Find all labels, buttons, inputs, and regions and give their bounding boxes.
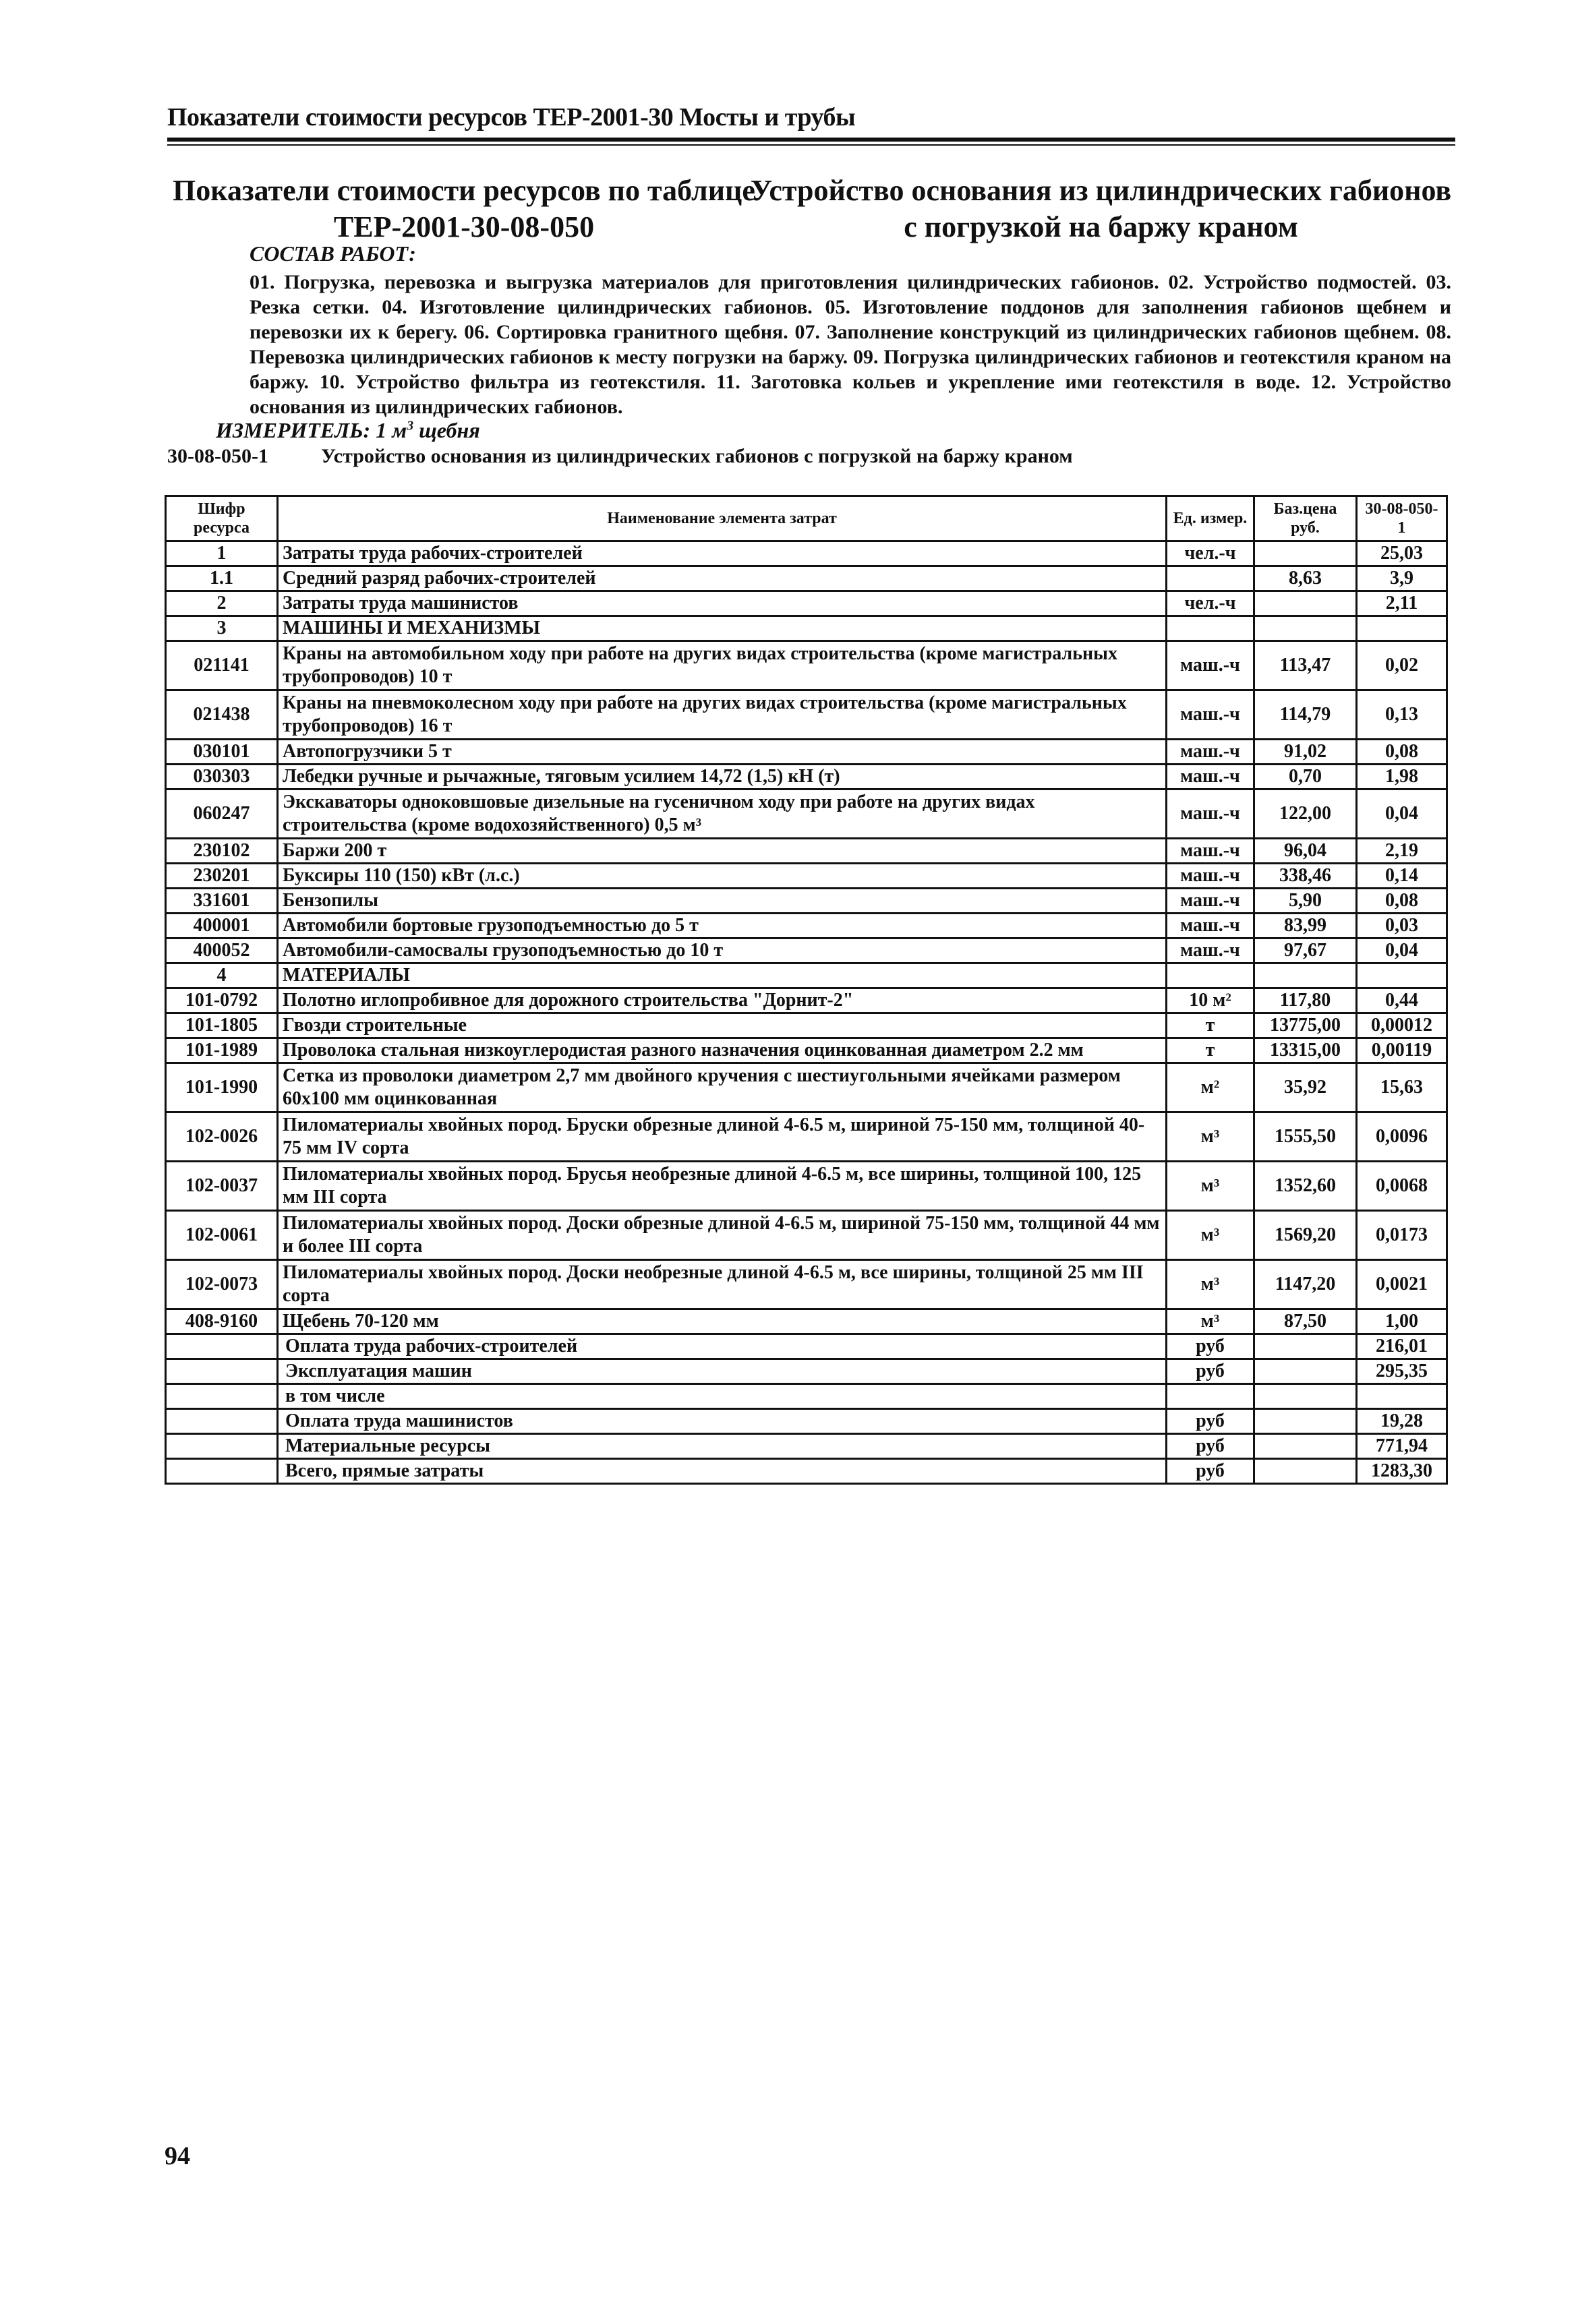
cell-name: Пиломатериалы хвойных пород. Доски обрезные длиной 4-6.5 м, шириной 75-150 мм, толщиной 44 мм и более III сорта [278,1211,1167,1260]
cell-name: Пиломатериалы хвойных пород. Бруски обрезные длиной 4-6.5 м, шириной 75-150 мм, толщиной 40-75 мм IV сорта [278,1112,1167,1162]
cell-price: 13315,00 [1254,1038,1357,1063]
table-row [166,1162,1447,1211]
cell-unit [1167,616,1254,641]
cell-code: 102-0073 [166,1260,278,1309]
cell-value: 1,00 [1357,1309,1447,1334]
cell-price: 8,63 [1254,566,1357,591]
cell-code: 101-0792 [166,988,278,1013]
cell-price: 113,47 [1254,641,1357,690]
composition-label: СОСТАВ РАБОТ: [250,241,416,266]
cell-unit: маш.-ч [1167,690,1254,740]
table-row [166,889,1447,914]
table-row [166,1459,1447,1484]
cell-name: Бензопилы [278,889,1167,914]
cell-name: Баржи 200 т [278,839,1167,864]
cell-unit [1167,963,1254,988]
measure-label: ИЗМЕРИТЕЛЬ: [216,418,371,442]
cell-unit: чел.-ч [1167,591,1254,616]
cell-value: 2,11 [1357,591,1447,616]
cell-price [1254,1434,1357,1459]
cell-code [166,1459,278,1484]
header-value: 30-08-050-1 [1357,496,1447,541]
cell-code: 030303 [166,765,278,789]
cell-price: 5,90 [1254,889,1357,914]
cell-name: Проволока стальная низкоуглеродистая разного назначения оцинкованная диаметром 2.2 мм [278,1038,1167,1063]
cell-unit: маш.-ч [1167,789,1254,839]
cell-code: 030101 [166,740,278,765]
cell-unit: руб [1167,1409,1254,1434]
cell-price: 96,04 [1254,839,1357,864]
table-row [166,963,1447,988]
running-header: Показатели стоимости ресурсов ТЕР-2001-30 Мосты и трубы [167,103,856,131]
cell-unit [1167,1384,1254,1409]
table-body [166,541,1447,1484]
cell-name: Эксплуатация машин [278,1359,1167,1384]
table-row [166,1260,1447,1309]
cell-price: 0,70 [1254,765,1357,789]
cell-code [166,1334,278,1359]
table-row [166,988,1447,1013]
cell-price: 1352,60 [1254,1162,1357,1211]
cell-price: 97,67 [1254,938,1357,963]
cell-price [1254,1459,1357,1484]
cell-unit: руб [1167,1459,1254,1484]
header-rule [167,138,1455,142]
cell-code: 400001 [166,914,278,938]
cell-price [1254,591,1357,616]
cell-price [1254,963,1357,988]
cell-value: 0,14 [1357,864,1447,889]
cell-value: 0,0021 [1357,1260,1447,1309]
cell-unit: руб [1167,1359,1254,1384]
table-row [166,839,1447,864]
cell-price: 1555,50 [1254,1112,1357,1162]
cell-name: Краны на автомобильном ходу при работе на других видах строительства (кроме магистральных трубопроводов) 10 т [278,641,1167,690]
cell-unit [1167,566,1254,591]
table-row [166,1334,1447,1359]
cell-unit: м³ [1167,1211,1254,1260]
cell-name: Затраты труда машинистов [278,591,1167,616]
table-row [166,1359,1447,1384]
cell-unit: т [1167,1013,1254,1038]
cell-name: Пиломатериалы хвойных пород. Доски необрезные длиной 4-6.5 м, все ширины, толщиной 25 мм III сорта [278,1260,1167,1309]
cell-value: 15,63 [1357,1063,1447,1112]
measure-unit: щебня [419,418,480,442]
code-line [167,445,1455,468]
cell-unit: м² [1167,1063,1254,1112]
cell-unit: т [1167,1038,1254,1063]
cell-name: Пиломатериалы хвойных пород. Брусья необрезные длиной 4-6.5 м, все ширины, толщиной 100, 125 мм III сорта [278,1162,1167,1211]
cell-price: 338,46 [1254,864,1357,889]
cell-value: 0,13 [1357,690,1447,740]
table-row [166,1309,1447,1334]
cell-value: 0,0096 [1357,1112,1447,1162]
cell-value [1357,616,1447,641]
cell-value: 0,08 [1357,889,1447,914]
table-row [166,914,1447,938]
cell-code: 021438 [166,690,278,740]
cell-unit: маш.-ч [1167,641,1254,690]
cell-name: МАШИНЫ И МЕХАНИЗМЫ [278,616,1167,641]
table-row [166,690,1447,740]
cell-unit: чел.-ч [1167,541,1254,566]
cell-unit: маш.-ч [1167,839,1254,864]
table-row [166,1063,1447,1112]
header-code: Шифр ресурса [166,496,278,541]
table-row [166,938,1447,963]
cell-unit: руб [1167,1334,1254,1359]
cell-name: Полотно иглопробивное для дорожного строительства "Дорнит-2" [278,988,1167,1013]
table-row [166,1112,1447,1162]
cell-price: 13775,00 [1254,1013,1357,1038]
cell-code: 060247 [166,789,278,839]
code-line-code: 30-08-050-1 [167,445,268,467]
cell-name: Автопогрузчики 5 т [278,740,1167,765]
cell-name: Буксиры 110 (150) кВт (л.с.) [278,864,1167,889]
code-line-text: Устройство основания из цилиндрических габионов с погрузкой на баржу краном [321,445,1073,467]
cell-value: 1283,30 [1357,1459,1447,1484]
cell-value: 0,08 [1357,740,1447,765]
cell-code [166,1434,278,1459]
cell-name: в том числе [278,1384,1167,1409]
cell-price [1254,1409,1357,1434]
cell-price [1254,1359,1357,1384]
cell-value: 19,28 [1357,1409,1447,1434]
table-row [166,1038,1447,1063]
cell-price: 91,02 [1254,740,1357,765]
table-row [166,1434,1447,1459]
cell-unit: маш.-ч [1167,765,1254,789]
table-row [166,740,1447,765]
cell-value [1357,1384,1447,1409]
cell-code: 101-1990 [166,1063,278,1112]
cell-name: МАТЕРИАЛЫ [278,963,1167,988]
cell-price: 35,92 [1254,1063,1357,1112]
document-title: Показатели стоимости ресурсов по таблице ТЕР-2001-30-08-050 [173,174,755,243]
cell-value: 1,98 [1357,765,1447,789]
cell-value: 3,9 [1357,566,1447,591]
table-row [166,1013,1447,1038]
cell-code: 1.1 [166,566,278,591]
document-subtitle: Устройство основания из цилиндрических габионов с погрузкой на баржу краном [750,174,1452,243]
header-rule-thin [167,144,1455,146]
cell-unit: маш.-ч [1167,938,1254,963]
table-row [166,864,1447,889]
cell-price: 87,50 [1254,1309,1357,1334]
cell-code: 101-1805 [166,1013,278,1038]
cell-price: 83,99 [1254,914,1357,938]
table-header-row [166,496,1447,541]
cell-value: 0,0173 [1357,1211,1447,1260]
cell-name: Оплата труда рабочих-строителей [278,1334,1167,1359]
cell-price: 1569,20 [1254,1211,1357,1260]
cell-value: 295,35 [1357,1359,1447,1384]
cell-name: Средний разряд рабочих-строителей [278,566,1167,591]
cell-value: 0,04 [1357,789,1447,839]
cell-price [1254,541,1357,566]
cell-code: 101-1989 [166,1038,278,1063]
cell-price: 114,79 [1254,690,1357,740]
table-row [166,641,1447,690]
cell-code: 4 [166,963,278,988]
measure-sup: 3 [407,418,414,434]
page-number: 94 [165,2142,190,2170]
cell-unit: м³ [1167,1309,1254,1334]
cell-code: 400052 [166,938,278,963]
table-row [166,1384,1447,1409]
table-row [166,616,1447,641]
cell-price: 1147,20 [1254,1260,1357,1309]
cell-value: 25,03 [1357,541,1447,566]
header-unit: Ед. измер. [1167,496,1254,541]
cell-code: 021141 [166,641,278,690]
table-row [166,765,1447,789]
cell-value: 216,01 [1357,1334,1447,1359]
table-row [166,1211,1447,1260]
cell-name: Сетка из проволоки диаметром 2,7 мм двойного кручения с шестиугольными ячейками размером 60х100 мм оцинкованная [278,1063,1167,1112]
table-row [166,789,1447,839]
measure-value: 1 м [376,418,407,442]
cell-name: Щебень 70-120 мм [278,1309,1167,1334]
measure-line [216,418,480,443]
cell-unit: маш.-ч [1167,740,1254,765]
cell-value: 0,00012 [1357,1013,1447,1038]
cell-code: 1 [166,541,278,566]
cell-code: 102-0061 [166,1211,278,1260]
cell-price [1254,616,1357,641]
cell-price: 117,80 [1254,988,1357,1013]
cell-unit: руб [1167,1434,1254,1459]
cell-code [166,1359,278,1384]
cell-name: Материальные ресурсы [278,1434,1167,1459]
cell-unit: маш.-ч [1167,914,1254,938]
cell-name: Экскаваторы одноковшовые дизельные на гусеничном ходу при работе на других видах строительства (кроме водохозяйственного) 0,5 м³ [278,789,1167,839]
cell-code: 2 [166,591,278,616]
table-row [166,591,1447,616]
header-price: Баз.цена руб. [1254,496,1357,541]
cell-unit: 10 м² [1167,988,1254,1013]
table-row [166,1409,1447,1434]
cell-price [1254,1384,1357,1409]
cell-name: Автомобили-самосвалы грузоподъемностью до 10 т [278,938,1167,963]
cell-unit: м³ [1167,1260,1254,1309]
cell-value: 0,0068 [1357,1162,1447,1211]
header-name: Наименование элемента затрат [278,496,1167,541]
cell-name: Краны на пневмоколесном ходу при работе на других видах строительства (кроме магистральных трубопроводов) 16 т [278,690,1167,740]
cell-price: 122,00 [1254,789,1357,839]
cell-unit: м³ [1167,1112,1254,1162]
cell-code: 408-9160 [166,1309,278,1334]
cell-name: Всего, прямые затраты [278,1459,1167,1484]
cell-name: Затраты труда рабочих-строителей [278,541,1167,566]
cell-value: 0,02 [1357,641,1447,690]
table-row [166,541,1447,566]
cell-value: 0,00119 [1357,1038,1447,1063]
cell-value [1357,963,1447,988]
cell-code [166,1384,278,1409]
cell-code: 3 [166,616,278,641]
cell-name: Лебедки ручные и рычажные, тяговым усилием 14,72 (1,5) кН (т) [278,765,1167,789]
cost-table [165,495,1448,1485]
cell-name: Гвозди строительные [278,1013,1167,1038]
table-row [166,566,1447,591]
cell-unit: маш.-ч [1167,889,1254,914]
cell-unit: маш.-ч [1167,864,1254,889]
cell-value: 0,03 [1357,914,1447,938]
cell-name: Оплата труда машинистов [278,1409,1167,1434]
cell-code: 230201 [166,864,278,889]
cell-name: Автомобили бортовые грузоподъемностью до 5 т [278,914,1167,938]
cell-code: 102-0026 [166,1112,278,1162]
cell-code: 230102 [166,839,278,864]
cell-value: 771,94 [1357,1434,1447,1459]
cell-unit: м³ [1167,1162,1254,1211]
cell-price [1254,1334,1357,1359]
cell-code: 331601 [166,889,278,914]
cell-code [166,1409,278,1434]
cell-code: 102-0037 [166,1162,278,1211]
cell-value: 0,44 [1357,988,1447,1013]
cell-value: 2,19 [1357,839,1447,864]
composition-text: 01. Погрузка, перевозка и выгрузка материалов для приготовления цилиндрических габионов. 02. Устройство подмостей. 03. Резка сетки. 04. Изготовление цилиндрических габионов. 05. Изготовление поддонов для заполнения габионов щебнем и перевозки их к берегу. 06. Сортировка гранитного щебня. 07. Заполнение конструкций из цилиндрических габионов щебнем. 08. Перевозка цилиндрических габионов к месту погрузки на баржу. 09. Погрузка цилиндрических габионов и геотекстиля краном на баржу. 10. Устройство фильтра из геотекстиля. 11. Заготовка кольев и укрепление ими геотекстиля в воде. 12. Устройство основания из цилиндрических габионов. [250,271,1451,418]
cell-value: 0,04 [1357,938,1447,963]
